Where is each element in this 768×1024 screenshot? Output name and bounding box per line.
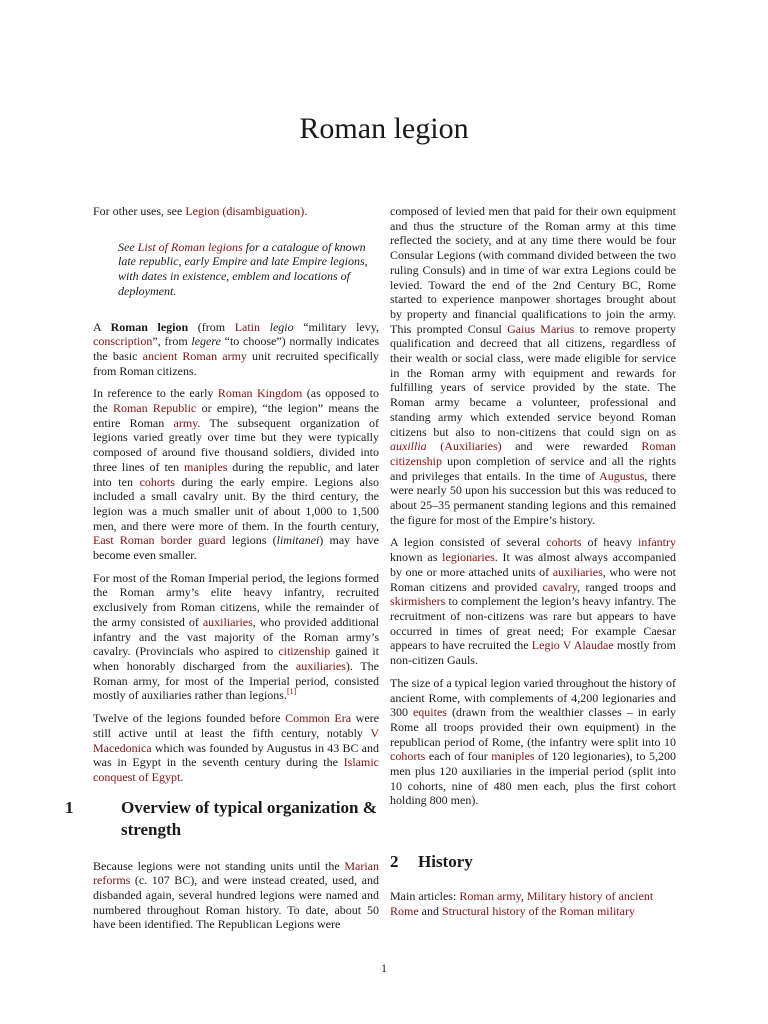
wiki-link[interactable]: Structural history of the Roman military [442, 903, 635, 918]
wiki-link[interactable]: (Auxiliaries) [440, 439, 502, 454]
text-run: , there were nearly 50 upon his succession but this was reduced to about 25–35 permanent standing legions and this remained the figure for most of the Empire’s history. [390, 468, 676, 527]
wiki-link[interactable]: skirmishers [390, 594, 446, 609]
text-run: (c. 107 BC), and were instead created, used, and disbanded again, several hundred legions were named and numbered throughout Roman history. To date, about 50 have been identified. The Republican Legions were [93, 873, 379, 932]
text-run: upon completion of service and all the rights and privileges that entails. In the time of [390, 453, 676, 483]
text-run: “military levy, [293, 319, 379, 334]
wiki-link[interactable]: Military history of ancient Rome [390, 889, 654, 918]
section-title: History [418, 852, 473, 872]
wiki-link[interactable]: Legion (disambiguation) [185, 204, 305, 218]
left-column [65, 204, 380, 940]
section-heading-history [390, 851, 676, 873]
wiki-link[interactable]: maniples [184, 459, 228, 474]
section-heading-organization [65, 797, 379, 841]
wiki-link[interactable]: Augustus [599, 468, 645, 483]
text-run: were still active until at least the fifth century, notably [93, 711, 379, 740]
text-run: . [180, 769, 184, 784]
text-run: of heavy [581, 535, 638, 550]
wiki-link[interactable]: Gaius Marius [507, 321, 575, 336]
text-run: A legion consisted of several [390, 535, 547, 550]
text-run: known as [390, 550, 443, 565]
wiki-link[interactable]: Islamic conquest of Egypt [93, 755, 379, 784]
intro-paragraph [93, 571, 379, 703]
text-run: . [304, 204, 308, 218]
wiki-link[interactable]: conscription [93, 334, 153, 349]
wiki-link[interactable]: List of Roman legions [137, 239, 243, 254]
text-run: gained it when honorably discharged from the [93, 644, 380, 673]
wiki-link[interactable]: ancient Roman army [142, 348, 247, 363]
wiki-link[interactable]: Legio V Alaudae [531, 638, 614, 653]
intro-paragraph [93, 320, 379, 379]
wiki-link[interactable]: maniples [491, 749, 535, 764]
text-run: to remove property qualification and decreed that all citizens, regardless of their wealth or social class, were made eligible for service in the Roman army with equipment and rewards for fulfilling years of service provided by the state. The Roman army became a volunteer, professional and standing army which extended service beyond Roman citizens but also to non-citizens that could sign on as [390, 321, 676, 439]
body-paragraph [390, 204, 676, 527]
section-paragraph [93, 859, 379, 933]
wiki-link[interactable]: East Roman border guard [93, 533, 226, 548]
text-run: during the republic, and later into ten [93, 459, 379, 489]
text-run: . The subsequent organization of legions varied greatly over time but they were typically composed of around five thousand soldiers, divided into three lines of ten [93, 415, 379, 474]
text-run: unit recruited specifically from Roman citizens. [93, 348, 379, 378]
wiki-link[interactable]: auxiliaries [202, 614, 253, 629]
wiki-link[interactable]: auxiliaries [295, 658, 346, 673]
italic-term: limitanei [276, 533, 320, 548]
text-run: A [93, 319, 111, 334]
see-also-note [118, 240, 379, 299]
wiki-link[interactable]: army [173, 415, 198, 430]
text-run: ). The Roman army, for most of the Imperial period, consisted mostly of auxiliaries rather than legions. [93, 658, 379, 703]
wiki-link[interactable]: auxillia [390, 439, 427, 454]
text-run: composed of levied men that paid for their own equipment and thus the structure of the Roman army at this time reflected the society, and at any time there would be four Consular Legions (with command divided between the two ruling Consuls) and in time of war extra Legions could be levied. Toward the end of the 2nd Century BC, Rome started to experience manpower shortages brought about by property and financial qualifications to join the army. This prompted Consul [390, 204, 676, 336]
text-run: to complement the legion’s heavy infantry. The recruitment of non-citizens was rare but appears to have occurred in times of great need; For example Caesar appears to have recruited the [390, 594, 676, 653]
page-title: Roman legion [299, 112, 469, 145]
text-run: In reference to the early [93, 386, 218, 401]
text-run: (as opposed to the [93, 386, 379, 416]
text-run: or empire), “the legion” means the entire Roman [93, 401, 379, 430]
text-run: The size of a typical legion varied throughout the history of ancient Rome, with complements of 4,200 legionaries and 300 [390, 675, 676, 720]
text-run: Twelve of the legions founded before [93, 711, 286, 726]
right-column [390, 204, 676, 940]
wiki-link[interactable]: Roman army [459, 889, 521, 904]
text-run: and were rewarded [501, 439, 642, 454]
wiki-link[interactable]: cohorts [546, 535, 582, 550]
text-run: (drawn from the wealthier classes – in early Rome all troops provided their own equipment) in the republican period of Rome, (the infantry were split into 10 [390, 705, 677, 749]
text-run: of 120 legionaries), to 5,200 men plus 120 auxiliaries in the imperial period (split into 10 cohorts, nine of 480 men each, plus the first cohort holding 800 men). [390, 749, 676, 808]
text-run: , who provided additional infantry and the vast majority of the Roman army’s cavalry. (Provincials who aspired to [93, 614, 379, 659]
wiki-link[interactable]: Latin [234, 319, 261, 334]
wiki-link[interactable]: cavalry [542, 579, 578, 594]
wiki-link[interactable]: Roman citizenship [390, 439, 677, 468]
main-articles [390, 889, 676, 918]
text-run: ) may have become even smaller. [93, 533, 379, 563]
text-run: , [520, 889, 527, 904]
text-run: “to choose”) normally indicates the basic [93, 334, 380, 363]
hatnote [93, 204, 379, 219]
text-run [260, 320, 270, 334]
wiki-link[interactable]: V Macedonica [93, 725, 379, 755]
page-number: 1 [381, 961, 387, 975]
text-run: each of four [425, 749, 492, 764]
wiki-link[interactable]: legionaries [442, 550, 495, 565]
text-run: For other uses, see [93, 204, 186, 218]
body-paragraph [390, 676, 676, 808]
text-run: mostly from non-citizen Gauls. [390, 638, 677, 668]
wiki-link[interactable]: cohorts [139, 474, 175, 489]
wiki-link[interactable]: Roman Kingdom [217, 386, 303, 401]
wiki-link[interactable]: Roman Republic [112, 401, 197, 416]
italic-term: legio [269, 319, 294, 334]
text-run: (from [188, 319, 235, 334]
section-title: Overview of typical organization & strength [121, 797, 377, 839]
text-run: See [118, 239, 138, 254]
text-run [427, 439, 441, 453]
intro-paragraph [93, 386, 379, 562]
wiki-link[interactable]: citizenship [278, 644, 331, 659]
section-number: 1 [65, 797, 74, 817]
bold-term: Roman legion [110, 319, 189, 334]
text-run: , who were not Roman citizens and provided [390, 564, 676, 594]
text-run: Because legions were not standing units until the [93, 858, 345, 873]
text-run: legions ( [225, 533, 277, 548]
wiki-link[interactable]: equites [412, 705, 447, 720]
text-run: For most of the Roman Imperial period, the legions formed the Roman army’s elite heavy infantry, recruited exclusively from Roman citizens, while the remainder of the army consisted of [93, 570, 379, 629]
text-run: and [418, 903, 442, 918]
text-run: which was founded by Augustus in 43 BC and was in Egypt in the seventh century during the [93, 740, 379, 770]
wiki-link[interactable]: cohorts [390, 749, 426, 764]
intro-paragraph [93, 711, 379, 785]
text-run: . It was almost always accompanied by one or more attached units of [390, 550, 676, 579]
section-number: 2 [390, 852, 399, 872]
wiki-link[interactable]: infantry [638, 535, 676, 550]
wiki-link[interactable]: Marian reforms [93, 858, 379, 888]
text-run: for a catalogue of known late republic, early Empire and late Empire legions, with dates in existence, emblem and locations of deployment. [118, 239, 368, 298]
wiki-link[interactable]: auxiliaries [552, 564, 603, 579]
body-paragraph [390, 535, 676, 667]
text-run: ”, from [152, 334, 192, 349]
citation-link[interactable]: [1] [286, 687, 297, 697]
wiki-link[interactable]: Common Era [285, 711, 352, 726]
italic-term: legere [191, 334, 221, 349]
text-run: Main articles: [390, 889, 460, 904]
text-run: , ranged troops and [577, 579, 676, 594]
text-run: during the early empire. Legions also included a small cavalry unit. By the third century, the legion was a much smaller unit of about 1,000 to 1,500 men, and there were more of them. In the fourth century, [93, 474, 379, 533]
